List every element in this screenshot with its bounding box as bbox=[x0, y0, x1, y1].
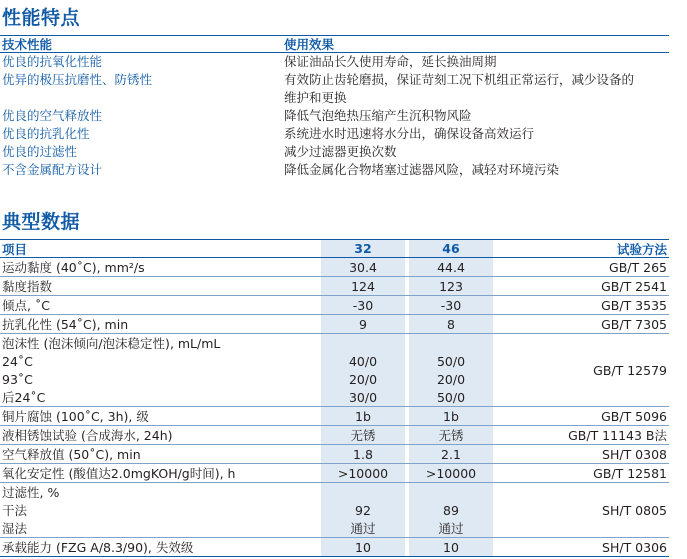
value-46: 通过 bbox=[438, 521, 464, 536]
feature-name: 优良的空气释放性 bbox=[2, 108, 103, 123]
value-46: 2.1 bbox=[441, 446, 461, 462]
sub-label: 湿法 bbox=[2, 521, 28, 536]
value-32: 1.8 bbox=[353, 446, 373, 462]
value-46: 44.4 bbox=[437, 259, 465, 275]
test-method: GB/T 2541 bbox=[601, 278, 667, 294]
features-header-row bbox=[0, 35, 669, 53]
sub-label: 后24˚C bbox=[2, 390, 46, 405]
table-row bbox=[0, 445, 669, 464]
features-row bbox=[0, 107, 669, 125]
table-row bbox=[0, 258, 669, 277]
value-32: 92 bbox=[355, 502, 371, 518]
test-method: GB/T 12579 bbox=[593, 362, 667, 378]
test-method: GB/T 5096 bbox=[601, 408, 667, 424]
feature-name: 优良的抗氧化性能 bbox=[2, 54, 103, 69]
row-label: 承载能力 (FZG A/8.3/90), 失效级 bbox=[2, 540, 194, 555]
row-label: 过滤性, % bbox=[2, 485, 60, 500]
table-row bbox=[0, 538, 669, 557]
filter-row-group bbox=[0, 483, 669, 538]
value-32: 无锈 bbox=[350, 428, 376, 443]
features-header-col2: 使用效果 bbox=[284, 37, 335, 52]
features-title: 性能特点 bbox=[2, 7, 81, 29]
row-label: 黏度指数 bbox=[2, 279, 53, 294]
value-32: 30.4 bbox=[349, 259, 377, 275]
feature-effect: 降低金属化合物堵塞过滤器风险，减轻对环境污染 bbox=[284, 162, 560, 177]
row-label: 铜片腐蚀 (100˚C, 3h), 级 bbox=[2, 409, 149, 424]
value-46: -30 bbox=[440, 297, 462, 313]
value-32: 9 bbox=[359, 316, 367, 332]
test-method: GB/T 11143 B法 bbox=[568, 428, 667, 443]
foam-row-group bbox=[0, 334, 669, 407]
sub-label: 干法 bbox=[2, 503, 28, 518]
features-header-col1: 技术性能 bbox=[2, 37, 53, 52]
feature-effect: 降低气泡绝热压缩产生沉积物风险 bbox=[284, 108, 472, 123]
table-row bbox=[0, 277, 669, 296]
feature-name: 优异的极压抗磨性、防锈性 bbox=[2, 72, 153, 87]
value-46: >10000 bbox=[425, 465, 477, 481]
header-grade-32: 32 bbox=[354, 241, 372, 256]
value-32: 20/0 bbox=[348, 371, 378, 387]
value-32: >10000 bbox=[337, 465, 389, 481]
test-method: SH/T 0308 bbox=[602, 446, 667, 462]
test-method: SH/T 0805 bbox=[602, 502, 667, 518]
feature-effect-line: 维护和更换 bbox=[284, 90, 347, 105]
test-method: GB/T 265 bbox=[609, 259, 667, 275]
sub-label: 24˚C bbox=[2, 353, 33, 369]
test-method: GB/T 3535 bbox=[601, 297, 667, 313]
header-method: 试验方法 bbox=[616, 241, 667, 257]
features-row bbox=[0, 71, 669, 107]
row-label: 泡沫性 (泡沫倾向/泡沫稳定性), mL/mL bbox=[2, 336, 221, 351]
row-label: 倾点, ˚C bbox=[2, 298, 50, 313]
table-row bbox=[0, 407, 669, 426]
features-row bbox=[0, 161, 669, 179]
test-method: GB/T 7305 bbox=[601, 316, 667, 332]
table-row bbox=[0, 426, 669, 445]
header-grade-46: 46 bbox=[442, 241, 460, 256]
feature-effect: 减少过滤器更换次数 bbox=[284, 144, 397, 159]
value-32: 通过 bbox=[350, 521, 376, 536]
row-label: 抗乳化性 (54˚C), min bbox=[2, 317, 129, 332]
row-label: 氧化安定性 (酸值达2.0mgKOH/g时间), h bbox=[2, 466, 236, 481]
value-46: 50/0 bbox=[436, 353, 466, 369]
features-row bbox=[0, 53, 669, 71]
row-label: 液相锈蚀试验 (合成海水, 24h) bbox=[2, 428, 173, 443]
value-32: 10 bbox=[355, 539, 371, 555]
value-32: 40/0 bbox=[348, 353, 378, 369]
value-46: 20/0 bbox=[436, 371, 466, 387]
data-title: 典型数据 bbox=[2, 211, 81, 233]
features-row bbox=[0, 143, 669, 161]
value-46: 123 bbox=[439, 278, 463, 294]
data-header-row bbox=[0, 239, 669, 258]
features-row bbox=[0, 125, 669, 143]
value-32: 30/0 bbox=[348, 389, 378, 405]
sub-label: 93˚C bbox=[2, 371, 33, 387]
row-label: 空气释放值 (50˚C), min bbox=[2, 447, 141, 462]
data-table bbox=[0, 239, 669, 557]
value-46: 10 bbox=[443, 539, 459, 555]
feature-name: 不含金属配方设计 bbox=[2, 162, 103, 177]
feature-name: 优良的抗乳化性 bbox=[2, 126, 90, 141]
value-32: 1b bbox=[355, 408, 371, 424]
feature-effect bbox=[284, 71, 669, 107]
table-row bbox=[0, 464, 669, 483]
test-method: GB/T 12581 bbox=[593, 465, 667, 481]
features-table bbox=[0, 35, 669, 179]
table-row bbox=[0, 296, 669, 315]
value-46: 8 bbox=[447, 316, 455, 332]
feature-name: 优良的过滤性 bbox=[2, 144, 78, 159]
test-method: SH/T 0306 bbox=[602, 539, 667, 555]
header-item: 项目 bbox=[2, 241, 28, 257]
value-46: 89 bbox=[443, 502, 459, 518]
value-32: 124 bbox=[351, 278, 375, 294]
feature-effect-line: 有效防止齿轮磨损，保证苛刻工况下机组正常运行，减少设备的 bbox=[284, 72, 635, 87]
table-row bbox=[0, 315, 669, 334]
value-32: -30 bbox=[352, 297, 374, 313]
value-46: 50/0 bbox=[436, 389, 466, 405]
value-46: 1b bbox=[443, 408, 459, 424]
feature-effect: 系统进水时迅速将水分出，确保设备高效运行 bbox=[284, 126, 535, 141]
value-46: 无锈 bbox=[438, 428, 464, 443]
feature-effect: 保证油品长久使用寿命，延长换油周期 bbox=[284, 54, 497, 69]
row-label: 运动黏度 (40˚C), mm²/s bbox=[2, 260, 145, 275]
